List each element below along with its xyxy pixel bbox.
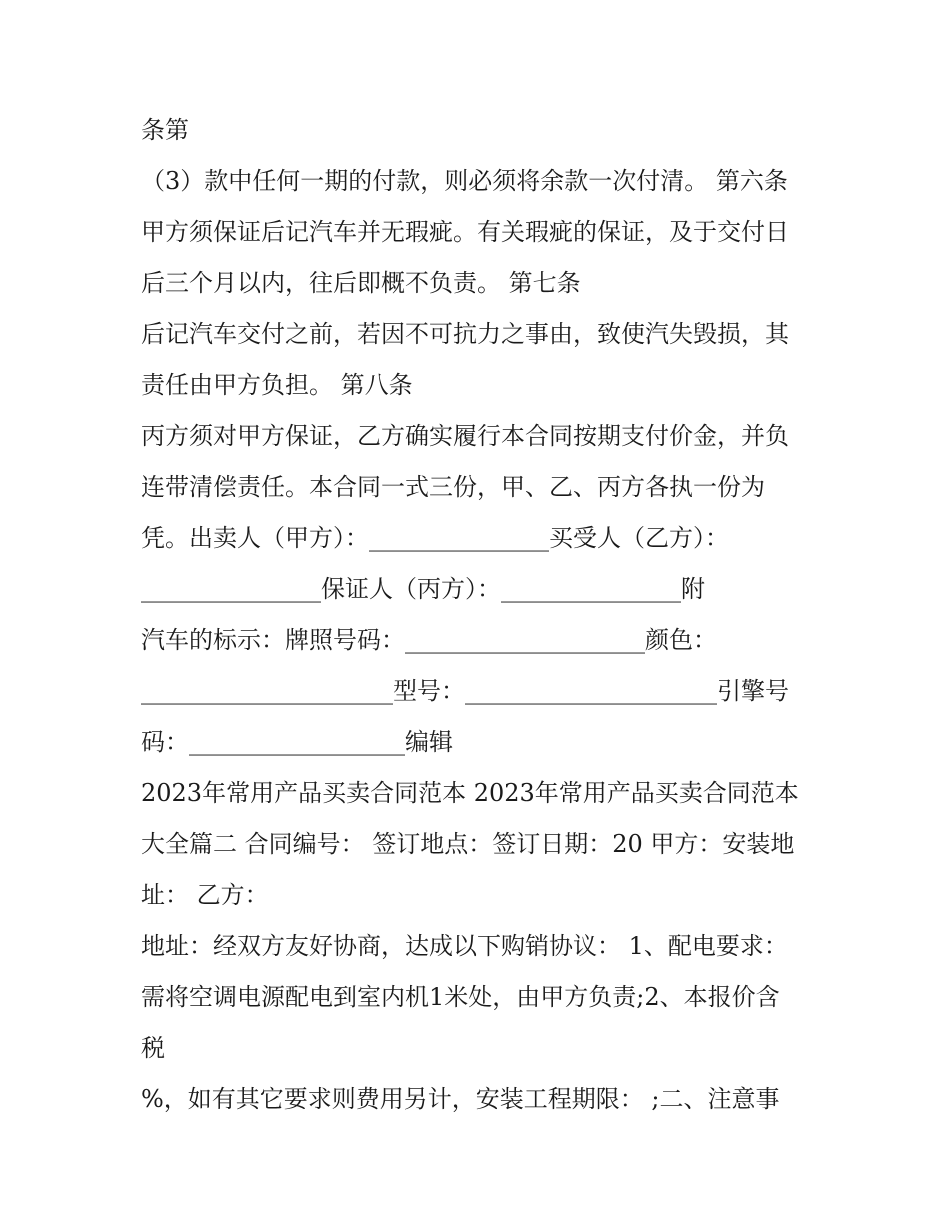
text-line-16: 址： 乙方： <box>141 881 269 909</box>
text-line-19: 税 <box>141 1034 165 1062</box>
text-line-9: 凭。出卖人（甲方）：_______________买受人（乙方）： <box>141 524 729 552</box>
text-line-3: 甲方须保证后记汽车并无瑕疵。有关瑕疵的保证，及于交付日 <box>141 218 789 246</box>
text-line-11: 汽车的标示：牌照号码：____________________颜色： <box>141 626 717 654</box>
text-line-12: _____________________型号：_____________________引擎号 <box>141 677 789 705</box>
text-line-2: （3）款中任何一期的付款，则必须将余款一次付清。 第六条 <box>141 167 788 195</box>
text-line-15: 大全篇二 合同编号： 签订地点：签订日期：20 甲方：安装地 <box>141 830 795 858</box>
text-line-4: 后三个月以内，往后即概不负责。 第七条 <box>141 269 581 297</box>
text-line-18: 需将空调电源配电到室内机1米处，由甲方负责;2、本报价含 <box>141 983 780 1011</box>
text-line-8: 连带清偿责任。本合同一式三份，甲、乙、丙方各执一份为 <box>141 473 765 501</box>
text-line-20: %，如有其它要求则费用另计，安装工程期限： ;二、注意事 <box>141 1085 780 1113</box>
text-line-13: 码：__________________编辑 <box>141 728 453 756</box>
document-body <box>141 108 841 1128</box>
text-line-14: 2023年常用产品买卖合同范本 2023年常用产品买卖合同范本 <box>141 779 799 807</box>
text-line-6: 责任由甲方负担。 第八条 <box>141 371 413 399</box>
text-line-7: 丙方须对甲方保证，乙方确实履行本合同按期支付价金，并负 <box>141 422 789 450</box>
text-line-17: 地址：经双方友好协商，达成以下购销协议： 1、配电要求： <box>141 932 788 960</box>
text-line-10: _______________保证人（丙方）：_______________附 <box>141 575 705 603</box>
text-line-1: 条第 <box>141 116 189 144</box>
text-line-5: 后记汽车交付之前，若因不可抗力之事由，致使汽失毁损，其 <box>141 320 789 348</box>
